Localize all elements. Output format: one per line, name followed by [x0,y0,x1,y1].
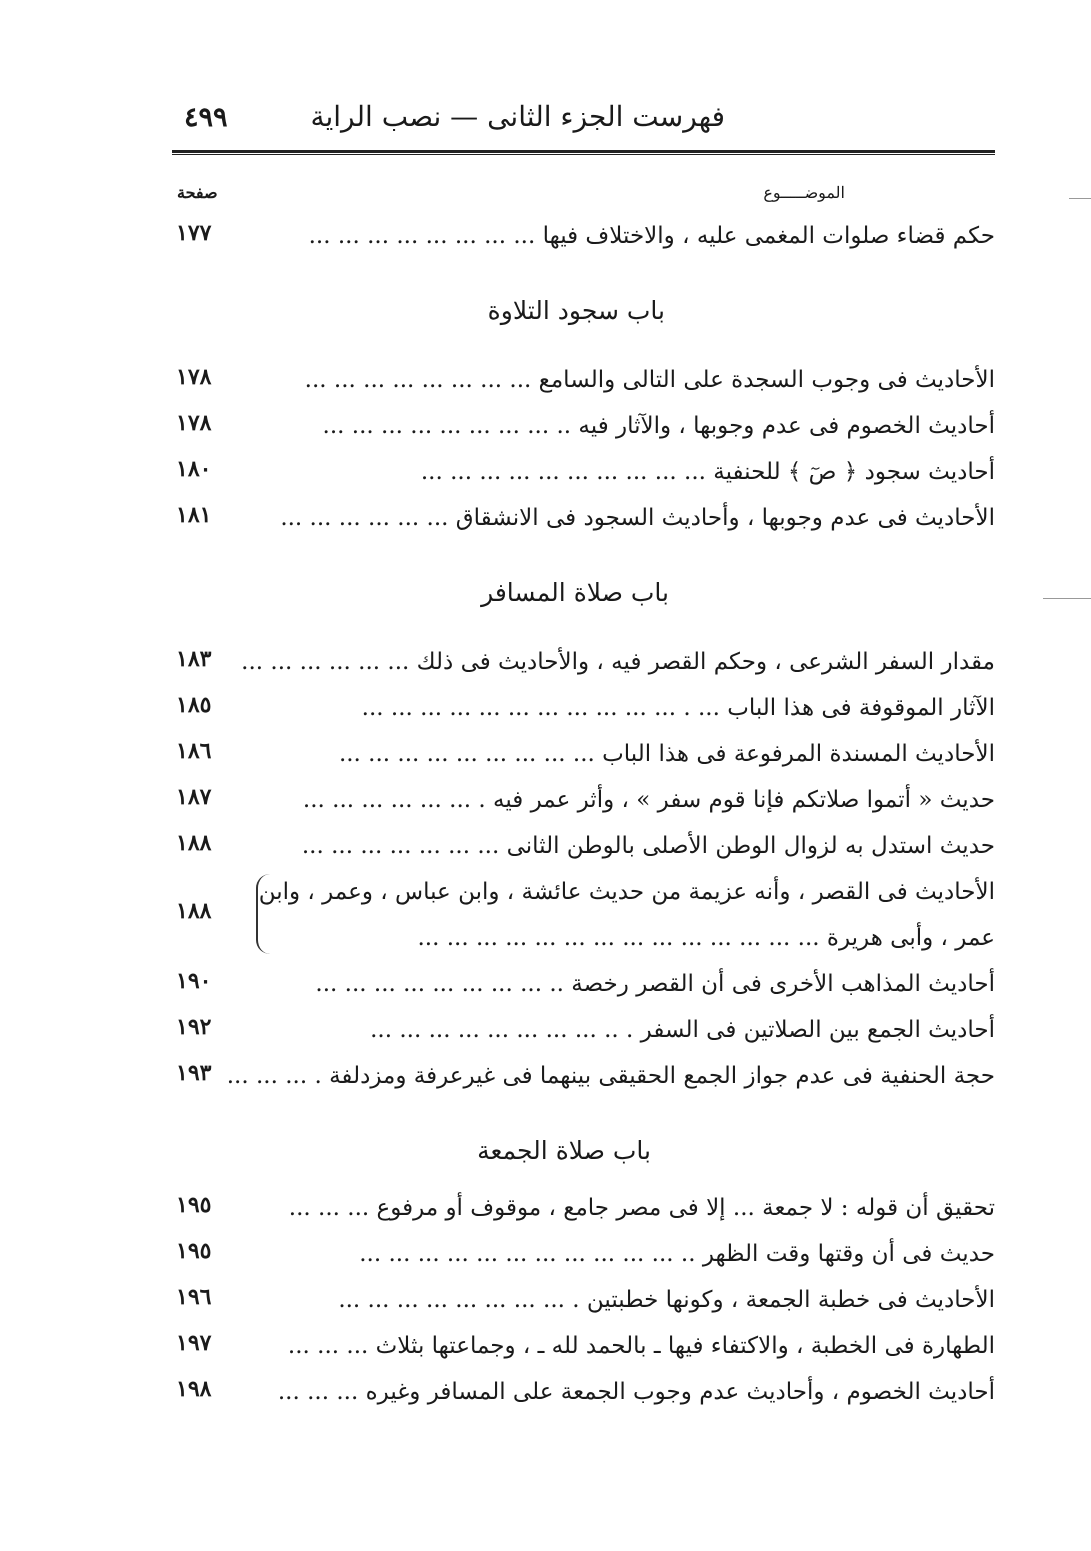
toc-entry [170,690,995,730]
toc-entry [170,1374,995,1414]
entry-page: ١٨٨ [176,830,212,856]
scan-margin-mark [1069,198,1091,199]
brace-mark [256,874,272,954]
toc-entry [170,218,995,258]
entry-page: ١٨٥ [176,692,212,718]
entry-text: أحاديث الخصوم ، وأحاديث عدم وجوب الجمعة على المسافر وغيره ... ... ... [277,1379,995,1405]
entry-text: الأحاديث فى عدم وجوبها ، وأحاديث السجود فى الانشقاق ... ... ... ... ... ... [280,505,995,531]
toc-entry [170,736,995,776]
entry-page: ١٩٧ [176,1330,212,1356]
column-heading-page: صفحة [177,183,218,202]
entry-page: ١٧٧ [176,220,212,246]
entry-page: ١٨١ [176,502,212,528]
entry-text: حجة الحنفية فى عدم جواز الجمع الحقيقى بينهما فى غيرعرفة ومزدلفة . ... ... ... [226,1063,995,1089]
toc-entry [170,828,995,868]
entry-text: حديث استدل به لزوال الوطن الأصلى بالوطن الثانى ... ... ... ... ... ... ... [301,833,995,859]
scan-margin-mark [1043,598,1091,599]
entry-text: الأحاديث فى وجوب السجدة على التالى والسامع ... ... ... ... ... ... ... ... [304,367,995,393]
entry-text: تحقيق أن قوله : لا جمعة ... إلا فى مصر جامع ، موقوف أو مرفوع ... ... ... [288,1195,995,1221]
column-heading-topic: الموضـــــوع [763,183,845,202]
section-title: باب صلاة المسافر [481,578,669,607]
entry-text: الطهارة فى الخطبة ، والاكتفاء فيها ـ بالحمد لله ـ ، وجماعتها بثلاث ... ... ... [287,1333,995,1359]
page-header [170,96,995,144]
entry-page: ١٩٠ [176,968,212,994]
toc-entry [170,782,995,822]
toc-entry [170,1012,995,1052]
entry-page: ١٩٦ [176,1284,212,1310]
entry-text: أحاديث الجمع بين الصلاتين فى السفر . .. ... ... ... ... ... ... ... ... [370,1017,995,1043]
section-title: باب سجود التلاوة [487,296,665,325]
entry-text: حديث فى أن وقتها وقت الظهر .. ... ... ... ... ... ... ... ... ... ... ... [359,1241,995,1267]
entry-text: أحاديث المذاهب الأخرى فى أن القصر رخصة .. ... ... ... ... ... ... ... ... [315,971,995,997]
page-number: ٤٩٩ [184,102,228,133]
toc-entry [170,362,995,402]
toc-entry-two-line [170,874,995,964]
entry-page: ١٩٥ [176,1192,212,1218]
toc-entry [170,1236,995,1276]
toc-entry [170,1328,995,1368]
header-rule [172,150,995,155]
toc-entry [170,1282,995,1322]
running-title: فهرست الجزء الثانى — نصب الراية [310,100,725,133]
entry-text-line-2: عمر ، وأبى هريرة ... ... ... ... ... ... ... ... ... ... ... ... ... ... [417,925,995,951]
toc-entry [170,1058,995,1098]
entry-page: ١٩٢ [176,1014,212,1040]
toc-entry [170,1190,995,1230]
entry-text-line-1: الأحاديث فى القصر ، وأنه عزيمة من حديث عائشة ، وابن عباس ، وعمر ، وابن [258,879,995,905]
entry-page: ١٧٨ [176,410,212,436]
entry-page: ١٨٦ [176,738,212,764]
entry-page: ١٨٧ [176,784,212,810]
entry-text: أحاديث الخصوم فى عدم وجوبها ، والآثار فيه .. ... ... ... ... ... ... ... ... [322,413,995,439]
toc-entry [170,454,995,494]
entry-page: ١٨٣ [176,646,212,672]
section-title: باب صلاة الجمعة [477,1136,651,1165]
entry-page: ١٩٥ [176,1238,212,1264]
toc-entry [170,500,995,540]
toc-entry [170,408,995,448]
entry-text: مقدار السفر الشرعى ، وحكم القصر فيه ، والأحاديث فى ذلك ... ... ... ... ... ... [241,649,995,675]
toc-entry [170,966,995,1006]
entry-text: أحاديث سجود ﴿ صٓ ﴾ للحنفية ... ... ... ... ... ... ... ... ... ... [420,459,995,485]
entry-text: الأحاديث المسندة المرفوعة فى هذا الباب ... ... ... ... ... ... ... ... ... [338,741,995,767]
entry-page: ١٩٨ [176,1376,212,1402]
entry-text: حكم قضاء صلوات المغمى عليه ، والاختلاف فيها ... ... ... ... ... ... ... ... [308,223,995,249]
entry-text: الآثار الموقوفة فى هذا الباب ... . ... ... ... ... ... ... ... ... ... ... ... [361,695,995,721]
entry-page: ١٧٨ [176,364,212,390]
entry-text: حديث « أتموا صلاتكم فإنا قوم سفر » ، وأثر عمر فيه . ... ... ... ... ... ... [302,787,995,813]
entry-text: الأحاديث فى خطبة الجمعة ، وكونها خطبتين . ... ... ... ... ... ... ... ... [338,1287,995,1313]
entry-page: ١٩٣ [176,1060,212,1086]
entry-page: ١٨٠ [176,456,212,482]
toc-entry [170,644,995,684]
entry-page: ١٨٨ [176,898,212,924]
